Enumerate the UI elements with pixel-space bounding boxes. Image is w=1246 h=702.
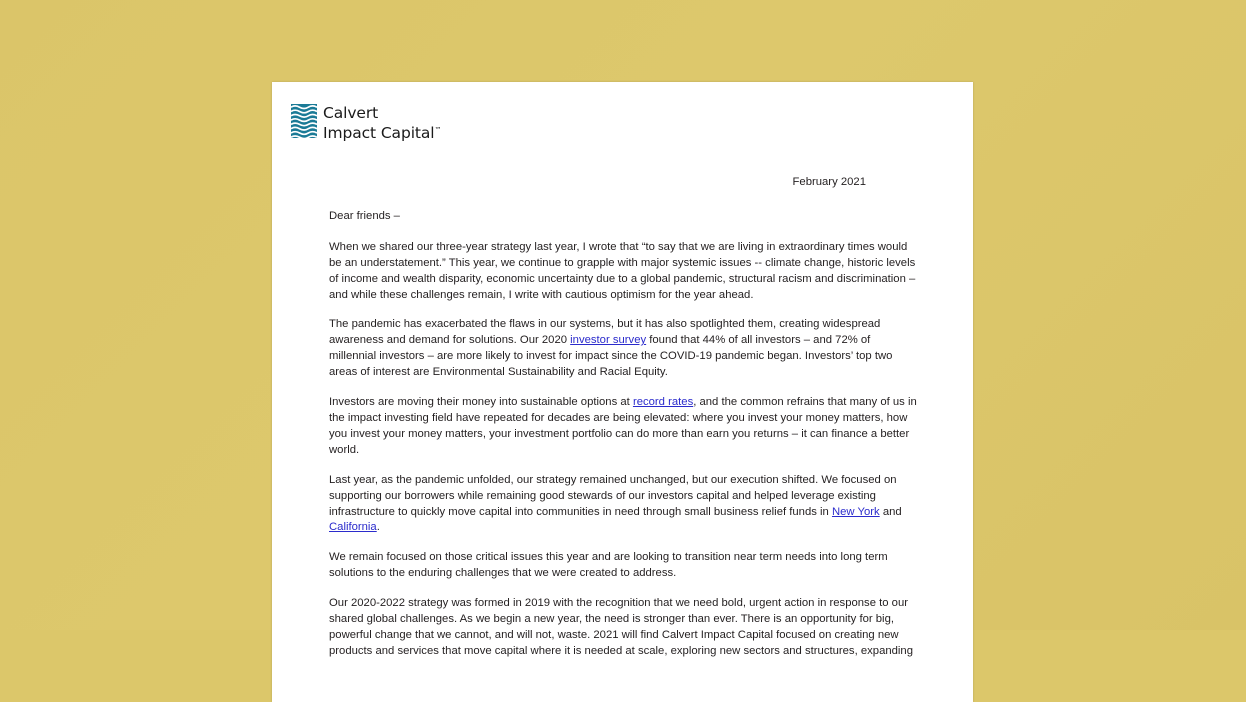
document-page [272, 82, 973, 702]
paragraph-2-part1: The pandemic has exacerbated the flaws in our systems, but it has also spotlighted them, creating widespread awareness and demand for solutions. Our 2020 [329, 318, 881, 347]
paragraph-1: When we shared our three-year strategy last year, I wrote that “to say that we are living in extraordinary times would be an understatement.” This year, we continue to grapple with major systemic issues -- climate change, historic levels of income and wealth disparity, economic uncertainty due to a global pandemic, structural racism and discrimination – and while these challenges remain, I write with cautious optimism for the year ahead. [329, 240, 916, 301]
link-investor-survey[interactable]: investor survey [570, 334, 647, 347]
link-new-york[interactable]: New York [831, 505, 880, 518]
paragraph-2 [329, 317, 919, 381]
paragraph-3-part2: , and the common refrains that many of us in the impact investing field have repeated for decades are being elevated: where you invest your money matters, how you invest your money matters, your investment portfolio can do more than earn you returns – it can finance a better world. [329, 396, 917, 456]
paragraph-5: We remain focused on those critical issues this year and are looking to transition near term needs into long term solutions to the enduring challenges that we were created to address. [329, 551, 888, 580]
paragraph-4-part1: Last year, as the pandemic unfolded, our strategy remained unchanged, but our execution shifted. We focused on supporting our borrowers while remaining good stewards of our investors capital and helped leverage existing infrastructure to quickly move capital into communities in need through small business relief funds in [329, 473, 897, 518]
letter-date: February 2021 [792, 176, 866, 188]
link-record-rates[interactable]: record rates [632, 396, 694, 409]
trademark-symbol: ™ [434, 126, 442, 134]
link-california[interactable]: California [329, 521, 377, 534]
company-name-line1: Calvert [323, 104, 379, 122]
company-wordmark [323, 104, 441, 142]
paragraph-3-part1: Investors are moving their money into sustainable options at [329, 396, 633, 409]
paragraph-3 [329, 395, 919, 459]
company-name-line2 [323, 122, 441, 142]
paragraph-2-part2: found that 44% of all investors – and 72% of millennial investors – are more likely to invest for impact since the COVID-19 pandemic began. Investors’ top two areas of interest are Environmental Sustainability and Racial Equity. [329, 334, 893, 379]
paragraph-4-part2: and [879, 505, 902, 518]
company-name-line2-text: Impact Capital [323, 124, 435, 143]
paragraph-4-part3: . [376, 521, 380, 534]
calvert-waves-logo-icon [291, 104, 317, 138]
letterhead [291, 104, 441, 142]
letter-body [329, 175, 919, 660]
paragraph-4 [329, 473, 919, 537]
letter-salutation: Dear friends – [329, 209, 400, 222]
paragraph-6: Our 2020-2022 strategy was formed in 2019 with the recognition that we need bold, urgent action in response to our shared global challenges. As we begin a new year, the need is stronger than ever. There is an opportunity for big, powerful change that we cannot, and will not, waste. 2021 will find Calvert Impact Capital focused on creating new products and services that move capital where it is needed at scale, exploring new sectors and structures, expanding [329, 597, 913, 657]
